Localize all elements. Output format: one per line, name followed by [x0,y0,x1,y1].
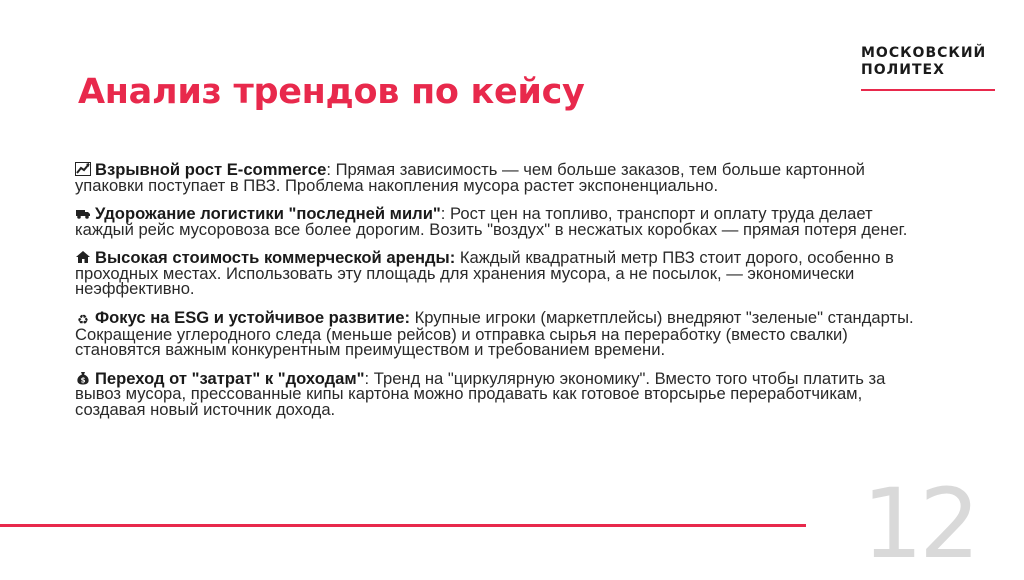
list-item [75,250,935,297]
logo-underline [861,89,995,91]
recycle-icon: ♻ [77,311,89,327]
svg-text:$: $ [80,376,86,384]
list-item [75,368,935,419]
page-number: 12 [862,468,977,580]
bottom-rule [0,524,806,527]
item-text: Каждый квадратный метр ПВЗ стоит дорого, особенно в проходных местах. Использовать эту площадь для хранения мусора, а не посылок, — экономически неэффективно. [75,248,894,298]
item-text: Крупные игроки (маркетплейсы) внедряют "зеленые" стандарты. Сокращение углеродного следа (меньше рейсов) и отправка сырья на переработку (вместо свалки) становятся важным конкурентным преимуществом и требованием времени. [75,307,914,359]
list-item [75,206,935,237]
item-heading: Удорожание логистики "последней мили" [95,204,441,223]
logo-line-1: МОСКОВСКИЙ [861,45,987,61]
item-text: : Прямая зависимость — чем больше заказов, тем больше картонной упаковки поступает в ПВЗ. Проблема накопления мусора растет экспоненциально. [75,160,865,195]
logo [861,45,991,79]
item-heading: Переход от "затрат" к "доходам" [95,368,365,388]
logo-line-2: ПОЛИТЕХ [861,62,945,78]
item-heading: Взрывной рост E-commerce [95,160,327,179]
money-bag-icon [75,371,91,385]
item-text: : Тренд на "циркулярную экономику". Вместо того чтобы платить за вывоз мусора, прессованные кипы картона можно продавать как готовое вторсырье переработчикам, создавая новый источник дохода. [75,368,886,419]
page-title: Анализ трендов по кейсу [78,72,585,112]
chart-up-icon [75,162,91,176]
item-heading: Высокая стоимость коммерческой аренды: [95,248,456,267]
trend-list [75,162,935,430]
list-item [75,162,935,193]
truck-icon [75,206,91,220]
house-icon [75,250,91,264]
list-item [75,307,935,359]
item-heading: Фокус на ESG и устойчивое развитие: [95,307,410,327]
item-text: : Рост цен на топливо, транспорт и оплату труда делает каждый рейс мусоровоза все более дорогим. Возить "воздух" в несжатых коробках — прямая потеря денег. [75,204,908,239]
